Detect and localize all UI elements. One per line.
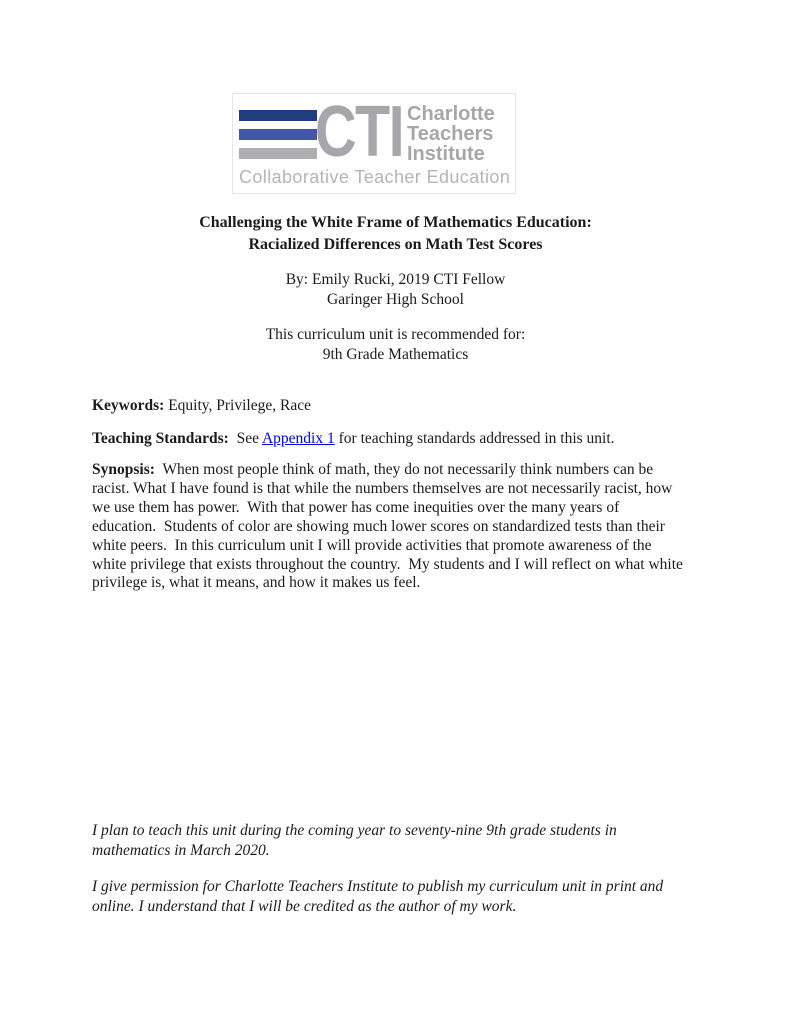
logo-acronym — [315, 92, 407, 172]
teaching-standards-label: Teaching Standards: — [92, 430, 229, 447]
teaching-standards-pre-link: See — [228, 430, 262, 447]
appendix-1-link[interactable]: Appendix 1 — [261, 430, 335, 447]
byline-school: Garinger High School — [327, 290, 464, 308]
synopsis-label: Synopsis: — [92, 461, 155, 478]
keywords-value: Equity, Privilege, Race — [164, 397, 311, 414]
teaching-plan-note: I plan to teach this unit during the coming year to seventy-nine 9th grade students in mathematics in March 2020. — [92, 822, 617, 859]
logo-name-line-2: Teachers — [407, 123, 494, 145]
logo-bar-medium-blue — [239, 129, 317, 140]
byline-author: By: Emily Rucki, 2019 CTI Fellow — [285, 271, 506, 288]
logo-acronym-text: CTI — [315, 92, 403, 172]
recommendation — [0, 325, 791, 364]
cti-logo-main — [239, 92, 511, 172]
cti-logo — [232, 93, 516, 194]
logo-bars-icon — [239, 110, 317, 159]
logo-name-line-3: Institute — [407, 143, 485, 165]
document-title — [0, 212, 791, 256]
teaching-standards-line — [92, 429, 615, 448]
synopsis-text: When most people think of math, they do not necessarily think numbers can be racist. What I have found is that while the numbers themselves are not necessarily racist, how we use them has power. With that power has come inequities over the many years of education. Students of color are showing much lower scores on standardized tests than their white peers. In this curriculum unit I will provide activities that promote awareness of the white privilege that exists throughout the country. My students and I will reflect on what white privilege is, what it means, and how it makes us feel. — [92, 461, 687, 592]
logo-org-name — [407, 104, 511, 164]
logo-bar-gray — [239, 148, 317, 159]
logo-name-line-1: Charlotte — [407, 103, 495, 125]
title-line-1: Challenging the White Frame of Mathematics Education: — [199, 214, 592, 231]
recommendation-grade: 9th Grade Mathematics — [322, 345, 469, 363]
logo-tagline: Collaborative Teacher Education — [239, 167, 511, 187]
keywords-label: Keywords: — [92, 397, 165, 414]
logo-bar-dark-blue — [239, 110, 317, 121]
publish-permission-note: I give permission for Charlotte Teachers Institute to publish my curriculum unit in print and online. I understand that I will be credited as the author of my work. — [92, 878, 664, 915]
teaching-standards-post-link: for teaching standards addressed in this unit. — [334, 430, 615, 447]
recommendation-line: This curriculum unit is recommended for: — [265, 326, 526, 343]
byline — [0, 270, 791, 309]
title-line-2: Racialized Differences on Math Test Scores — [248, 236, 543, 253]
keywords-line — [92, 396, 311, 415]
synopsis-paragraph — [92, 461, 687, 593]
footer-notes — [92, 821, 692, 933]
